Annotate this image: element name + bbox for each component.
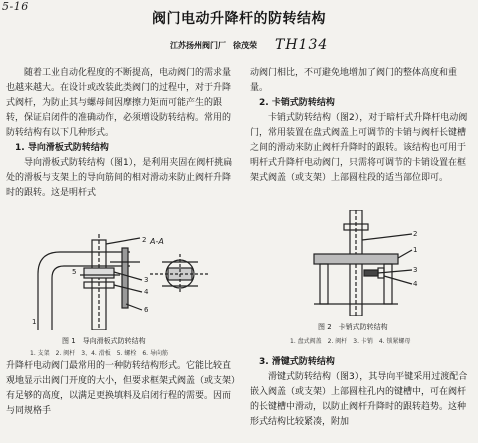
fig1-part-1: 1 [32,318,37,326]
fig1-part-5: 5 [72,268,77,276]
intro-paragraph: 随着工业自动化程度的不断提高，电动阀门的需求量也越来越大。在设计或改装此类阀门的过程中，对于升降式阀杆，为防止其与螺母间因摩擦力矩而可能产生的跟转，保证启闭件的准确动作，必须增设防转结构。常用的防转结构有以下几种形式。 [6,68,232,138]
section-heading-3: 3. 滑键式防转结构 [259,357,335,367]
figure-1-caption: 图 1 导向滑板式防转结构 [62,337,146,345]
section-2-paragraph: 卡销式防转结构（图2），对于暗杆式升降杆电动阀门，常用装置在盘式阀盖上可调节的卡销与阀杆长键槽之间的滑动来防止阀杆升降时的跟转。该结构也可用于明杆式升降杆电动阀门，只需将可调节的卡销设置在框架式阀盖（或支架）上部圆柱段的适当部位即可。 [250,113,468,183]
continued-paragraph: 动阀门相比，不可避免地增加了阀门的整体高度和重量。 [250,68,458,93]
fig2-part-2: 2 [413,230,418,238]
section-heading-2: 2. 卡销式防转结构 [259,98,335,108]
figure-1-drawing [30,234,220,330]
right-column [250,66,474,186]
handwritten-page-mark: 5-16 [2,0,29,13]
article-title: 阀门电动升降杆的防转结构 [152,11,326,27]
section-heading-1: 1. 导向滑板式防转结构 [15,143,109,153]
section-1-paragraph: 导向滑板式防转结构（图1），是利用夹固在阀杆挑扁处的滑板与支架上的导向筋间的相对滑动来防止阀杆升降时的跟转。这是明杆式 [6,158,233,198]
fig1-part-2: 2 [142,236,147,244]
section-3-paragraph: 滑键式防转结构（图3），其导向平键采用过渡配合嵌入阀盖（或支架）上部圆柱孔内的键槽中，可在阀杆的长键槽中滑动，以防止阀杆升降时的跟转趋势。这种形式结构比较紧凑，附加 [250,372,468,427]
figure-2-legend: 1. 盘式阀盖 2. 阀杆 3. 卡销 4. 锁紧螺母 [290,338,411,345]
left-column-continued [6,359,237,419]
author-name: 徐茂荣 [233,41,257,50]
fig1-part-4: 4 [144,288,149,296]
fig1-part-3: 3 [144,276,149,284]
fig1-part-6: 6 [144,306,149,314]
affiliation: 江苏扬州阀门厂 [170,41,226,50]
section-label-aa: A-A [150,237,164,246]
handwritten-class-code: TH134 [275,37,329,53]
figure-2-caption: 图 2 卡销式防转结构 [318,323,388,331]
section-1-continued: 升降杆电动阀门最常用的一种防转结构形式。它能比较直观地显示出阀门开度的大小，但要求框架式阀盖（或支架）有足够的高度，以满足更换填料及启闭行程的需要。因而与同规格手 [6,361,236,416]
left-column [6,66,237,201]
right-column-continued [250,355,474,430]
fig2-part-1: 1 [413,246,418,254]
figure-1-legend: 1. 支架 2. 阀杆 3、4. 滑板 5. 螺栓 6. 导向筋 [30,350,168,357]
fig2-part-4: 4 [413,280,418,288]
figure-2-drawing [300,210,420,316]
fig2-part-3: 3 [413,266,418,274]
